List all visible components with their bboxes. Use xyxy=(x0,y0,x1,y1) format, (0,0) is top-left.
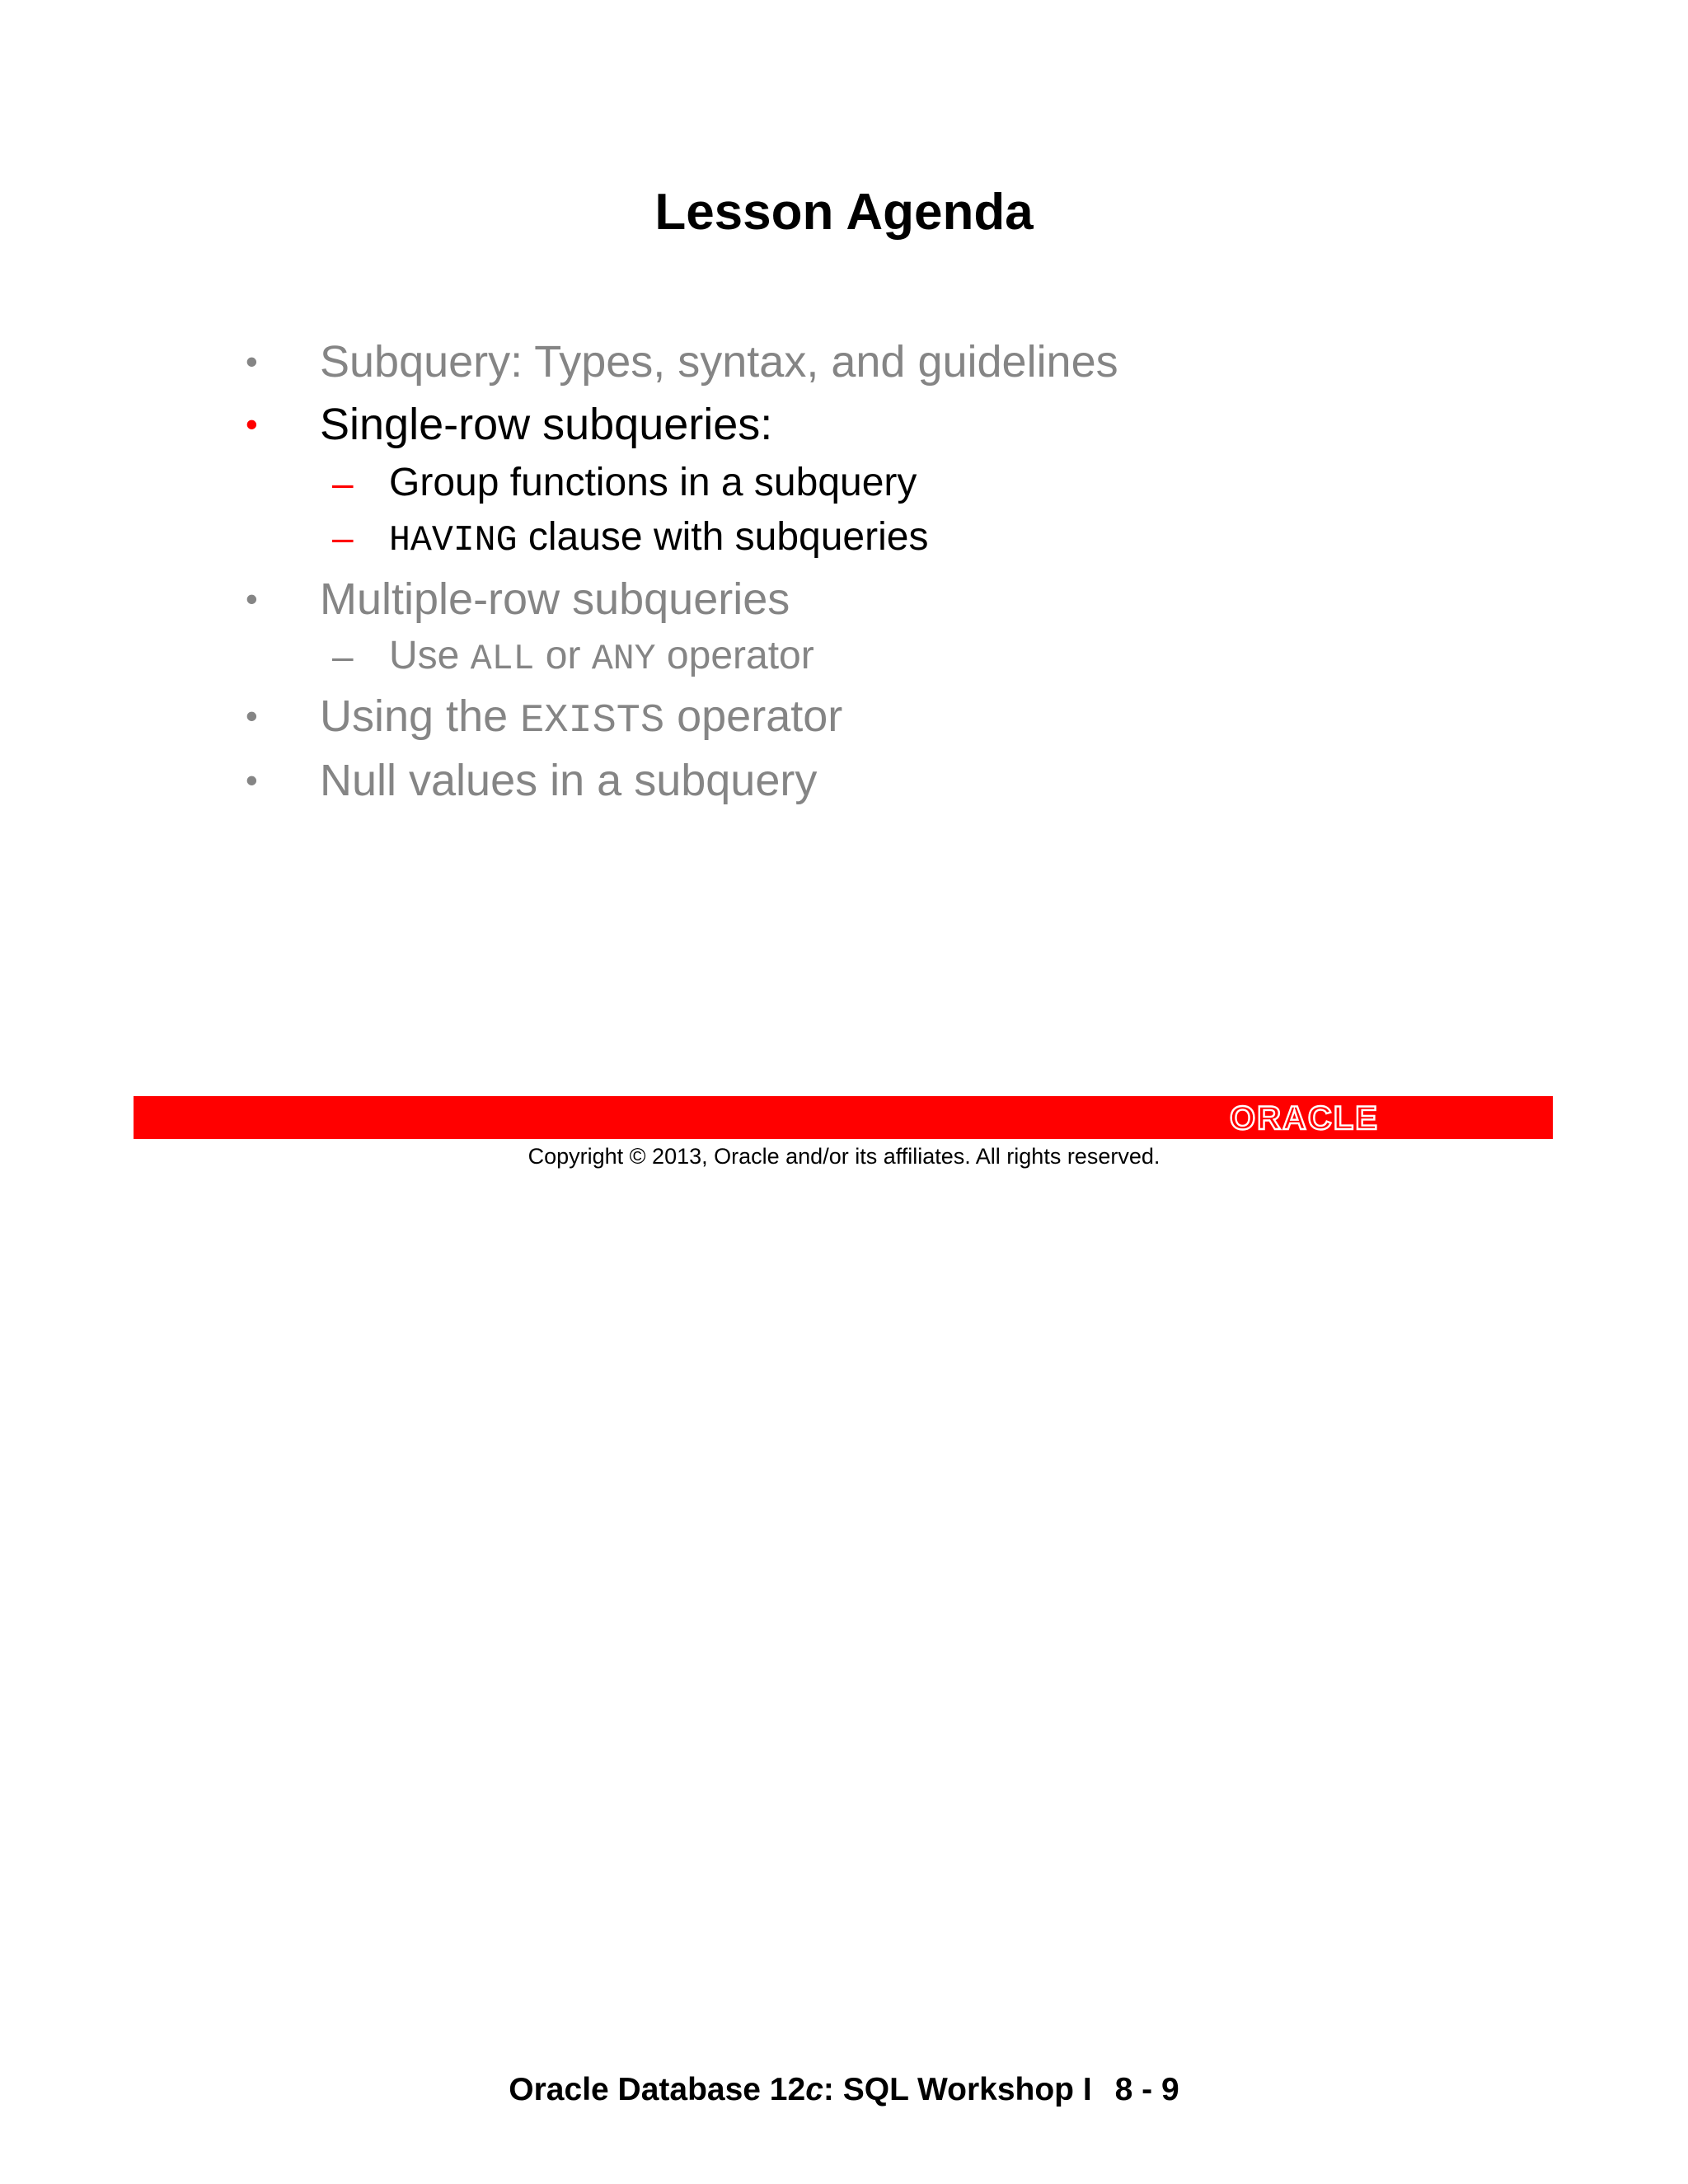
agenda-subitem-label: Group functions in a subquery xyxy=(389,461,917,504)
text-segment: operator xyxy=(664,691,843,741)
agenda-item-label: Null values in a subquery xyxy=(320,756,818,805)
dash-icon: – xyxy=(332,516,354,559)
agenda-item-label: Subquery: Types, syntax, and guidelines xyxy=(320,337,1118,387)
course-title-prefix: Oracle Database 12 xyxy=(509,2072,806,2107)
agenda-subitem-group-functions xyxy=(0,457,1688,509)
agenda-item-label: Single-row subqueries: xyxy=(320,400,773,449)
agenda-item-single-row xyxy=(0,396,1688,453)
agenda-item-label xyxy=(320,687,842,750)
page-number: 8 - 9 xyxy=(1114,2072,1179,2107)
agenda-item-null-values xyxy=(0,752,1688,809)
agenda-subitem-label xyxy=(389,630,814,686)
text-segment: Use xyxy=(389,634,471,677)
code-keyword: ANY xyxy=(591,639,656,679)
text-segment: clause with subqueries xyxy=(517,515,929,559)
bullet-icon: • xyxy=(246,696,258,735)
slide-title: Lesson Agenda xyxy=(654,184,1034,241)
agenda-item-exists xyxy=(0,687,1688,745)
bullet-icon: • xyxy=(246,579,258,618)
dash-icon: – xyxy=(332,635,354,677)
dash-icon: – xyxy=(332,462,354,504)
oracle-logo-text: ORACLE xyxy=(1230,1100,1379,1137)
agenda-item-multiple-row xyxy=(0,570,1688,628)
text-segment: Using the xyxy=(320,691,521,741)
agenda-list xyxy=(0,0,1688,907)
copyright-notice: Copyright © 2013, Oracle and/or its affiliates. All rights reserved. xyxy=(528,1144,1160,1169)
bullet-icon: • xyxy=(246,761,258,799)
code-keyword: EXISTS xyxy=(520,698,665,743)
agenda-item-subquery-types xyxy=(0,333,1688,391)
text-segment: or xyxy=(534,634,592,677)
code-keyword: ALL xyxy=(470,639,535,679)
agenda-subitem-having xyxy=(0,511,1688,564)
text-segment: operator xyxy=(655,634,814,677)
bullet-icon: • xyxy=(246,405,258,443)
code-keyword: HAVING xyxy=(389,520,518,560)
agenda-subitem-label xyxy=(389,511,928,567)
oracle-logo xyxy=(1228,1099,1405,1137)
page-footer xyxy=(0,2070,1688,2110)
bullet-icon: • xyxy=(246,342,258,381)
course-title-italic: c xyxy=(805,2072,823,2107)
agenda-subitem-all-any xyxy=(0,630,1688,682)
agenda-item-label: Multiple-row subqueries xyxy=(320,574,790,624)
course-title-suffix: : SQL Workshop I xyxy=(823,2072,1092,2107)
